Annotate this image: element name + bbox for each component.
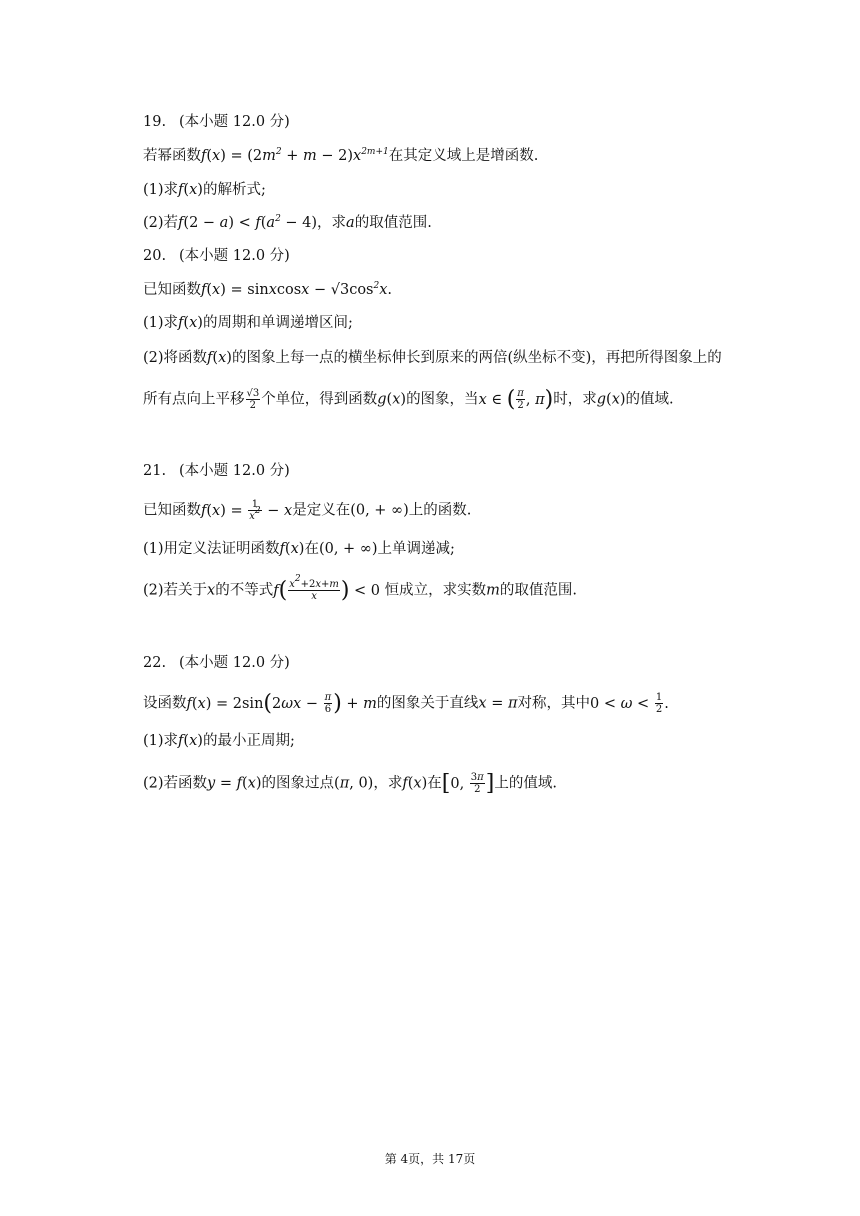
text: 所有点向上平移 xyxy=(143,391,245,408)
formula: f(x) xyxy=(178,315,203,331)
formula: g(x) xyxy=(596,391,626,408)
problem-20-header xyxy=(143,246,290,266)
text: 的图象上每一点的横坐标伸长到原来的两倍(纵坐标不变)，再把所得图象上的 xyxy=(231,350,722,366)
text: 在其定义域上是增函数. xyxy=(388,148,539,164)
formula: y = f(x) xyxy=(207,775,262,792)
text: (2)若函数 xyxy=(143,775,208,792)
text: ，求 xyxy=(317,215,347,231)
text: 若幂函数 xyxy=(143,148,201,164)
text: 的值域. xyxy=(625,391,674,408)
formula: 0 < ω < $\frac{1}{2}$ . xyxy=(590,692,669,715)
text: 已知函数 xyxy=(143,502,201,519)
problem-20-part2-line1 xyxy=(143,348,722,368)
formula: [0, $\frac{3\pi}{2}$ ] xyxy=(441,770,495,796)
problem-score: (本小题 12.0 分) xyxy=(179,655,290,671)
text: 的取值范围. xyxy=(499,582,577,599)
problem-score: (本小题 12.0 分) xyxy=(179,248,290,264)
formula: (π, 0) xyxy=(334,775,374,792)
formula: $f(x) = (2m^2 + m - 2)x^{2m+1}$ xyxy=(201,147,389,164)
formula: a xyxy=(346,215,355,231)
problem-22-part1 xyxy=(143,731,295,751)
text: 设函数 xyxy=(143,695,187,712)
formula: m xyxy=(486,582,500,599)
text: (2)若 xyxy=(143,215,179,231)
formula: g(x) xyxy=(377,391,407,408)
problem-score: (本小题 12.0 分) xyxy=(179,463,290,479)
text: 的解析式; xyxy=(202,182,266,198)
problem-21-part1 xyxy=(143,539,455,559)
text: 的周期和单调递增区间; xyxy=(202,315,353,331)
formula: f(x) xyxy=(279,541,305,557)
problem-20-stem xyxy=(143,280,392,300)
text: 是定义在(0, + ∞)上的函数. xyxy=(292,502,472,519)
problem-21-stem xyxy=(143,499,471,522)
problem-19-stem xyxy=(143,146,538,166)
problem-score: (本小题 12.0 分) xyxy=(179,114,290,130)
text: 在 xyxy=(427,775,442,792)
text: (2)将函数 xyxy=(143,350,208,366)
formula: f(x) = 2sin(2ωx − $\frac{\pi}{6}$ ) + m xyxy=(186,690,377,716)
text: 的取值范围. xyxy=(354,215,432,231)
text: 在(0, + ∞)上单调递减; xyxy=(304,541,455,557)
text: (1)求 xyxy=(143,315,179,331)
problem-19-part2 xyxy=(143,213,432,233)
problem-21-part2 xyxy=(143,574,577,603)
fraction-sqrt3-over-2: $\frac{√3}{2}$ xyxy=(246,388,260,411)
text: 已知函数 xyxy=(143,282,201,298)
text: 对称，其中 xyxy=(517,695,591,712)
problem-21-header xyxy=(143,461,290,481)
text: 的不等式 xyxy=(215,582,274,599)
formula: f(x) = sinxcosx − $√3\cos^2x$. xyxy=(201,281,393,298)
problem-22-stem xyxy=(143,692,669,715)
formula: f(x) xyxy=(178,182,203,198)
text: 恒成立，求实数 xyxy=(384,582,487,599)
text: (1)求 xyxy=(143,733,179,749)
text: 的图象关于直线 xyxy=(376,695,479,712)
problem-20-part1 xyxy=(143,313,353,333)
text: 的图象过点 xyxy=(261,775,335,792)
formula: f( $\frac{x^2+2x+m}{x}$ ) < 0 xyxy=(273,574,385,603)
text: 个单位，得到函数 xyxy=(261,391,378,408)
problem-20-part2-line2 xyxy=(143,388,674,411)
text: (1)求 xyxy=(143,182,179,198)
problem-19-header xyxy=(143,112,290,132)
formula: f(x) = $\frac{1}{x^2}$ − x xyxy=(201,499,293,522)
text: 上的值域. xyxy=(494,775,557,792)
text: ，求 xyxy=(373,775,403,792)
page-footer: 第 4页，共 17页 xyxy=(384,1152,476,1166)
text: 时，求 xyxy=(553,391,597,408)
problem-number: 20. xyxy=(143,248,167,264)
problem-number: 22. xyxy=(143,655,167,671)
problem-22-header xyxy=(143,653,290,673)
formula: x ∈ ( $\frac{\pi}{2}$ , π) xyxy=(478,386,554,412)
text: 的最小正周期; xyxy=(202,733,295,749)
text: (2)若关于 xyxy=(143,582,208,599)
problem-number: 19. xyxy=(143,114,167,130)
problem-22-part2 xyxy=(143,772,557,795)
formula: f(x) xyxy=(178,733,203,749)
formula: f(x) xyxy=(402,775,428,792)
problem-number: 21. xyxy=(143,463,167,479)
problem-19-part1 xyxy=(143,180,266,200)
text: 的图象，当 xyxy=(406,391,479,408)
text: (1)用定义法证明函数 xyxy=(143,541,280,557)
formula: $f(2 - a) < f(a^2 - 4)$ xyxy=(178,214,318,231)
formula: x = π xyxy=(478,695,518,712)
formula: f(x) xyxy=(207,350,232,366)
formula: x xyxy=(207,582,216,599)
